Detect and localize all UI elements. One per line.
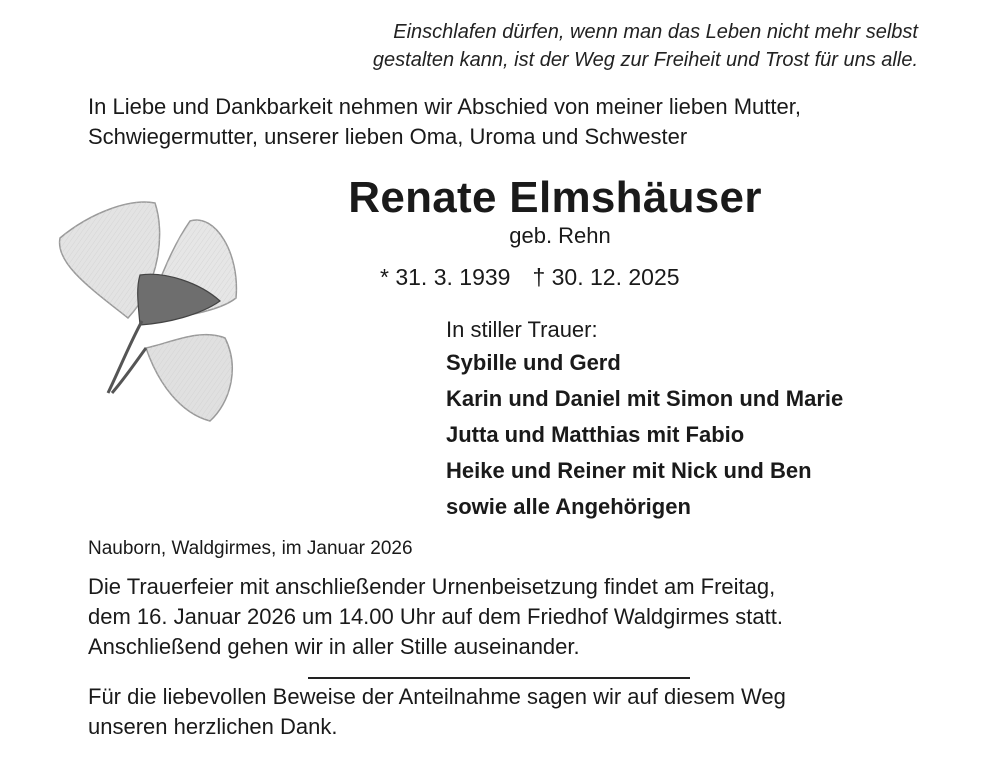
birth-date: * 31. 3. 1939 [380,264,511,290]
life-dates [380,262,680,292]
thanks-text [88,682,786,742]
service-notice [88,572,783,662]
service-line: Die Trauerfeier mit anschließender Urnenbeisetzung findet am Freitag, [88,574,776,599]
intro-line: Schwiegermutter, unserer lieben Oma, Uroma und Schwester [88,124,688,149]
thanks-line: Für die liebevollen Beweise der Anteilnahme sagen wir auf diesem Weg [88,684,786,709]
motto-quote [373,18,918,74]
mourner-name: Heike und Reiner mit Nick und Ben [446,458,812,483]
mourner-name: Karin und Daniel mit Simon und Marie [446,386,844,411]
intro-line: In Liebe und Dankbarkeit nehmen wir Abschied von meiner lieben Mutter, [88,94,801,119]
ginkgo-leaf-icon [50,193,246,433]
mourner-name: sowie alle Angehörigen [446,494,691,519]
mourners-list [446,315,843,525]
motto-line: Einschlafen dürfen, wenn man das Leben nicht mehr selbst [393,21,918,43]
service-line: dem 16. Januar 2026 um 14.00 Uhr auf dem Friedhof Waldgirmes statt. [88,604,783,629]
service-line: Anschließend gehen wir in aller Stille auseinander. [88,634,580,659]
mourners-lead: In stiller Trauer: [446,317,598,342]
place-date: Nauborn, Waldgirmes, im Januar 2026 [88,538,413,559]
maiden-name: geb. Rehn [509,223,611,248]
mourner-name: Jutta und Matthias mit Fabio [446,422,745,447]
mourner-name: Sybille und Gerd [446,350,621,375]
death-date: † 30. 12. 2025 [532,264,680,290]
deceased-name: Renate Elmshäuser [348,173,762,222]
intro-text [88,92,801,152]
motto-line: gestalten kann, ist der Weg zur Freiheit und Trost für uns alle. [372,49,918,71]
divider-line [308,677,690,679]
thanks-line: unseren herzlichen Dank. [88,714,338,739]
